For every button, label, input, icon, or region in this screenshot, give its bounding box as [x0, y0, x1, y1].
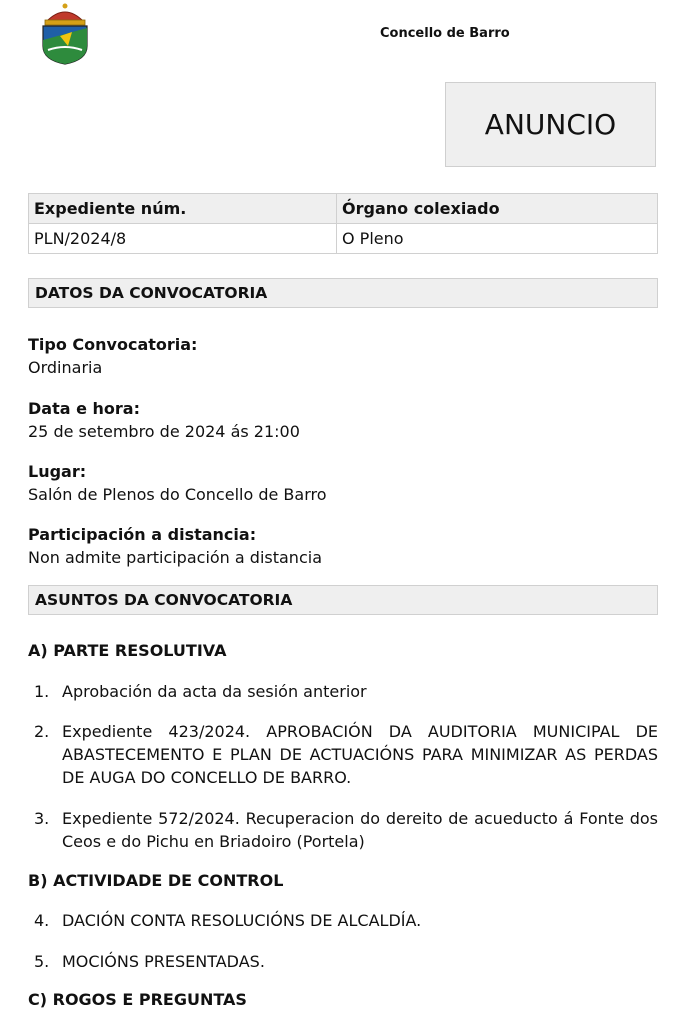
- section-datos-title: DATOS DA CONVOCATORIA: [35, 284, 268, 302]
- item-text: Aprobación da acta da sesión anterior: [62, 682, 367, 701]
- list-item: [28, 807, 658, 853]
- organo-value: O Pleno: [337, 224, 658, 254]
- item-number: 5.: [34, 952, 50, 971]
- council-name: Concello de Barro: [380, 26, 510, 41]
- expediente-table: [28, 193, 658, 254]
- field-value: Non admite participación a distancia: [28, 548, 322, 567]
- field-value: 25 de setembro de 2024 ás 21:00: [28, 422, 300, 441]
- field-value: Salón de Plenos do Concello de Barro: [28, 485, 327, 504]
- list-item: [28, 680, 658, 703]
- doc-type-title: ANUNCIO: [484, 108, 617, 141]
- field-label: Tipo Convocatoria:: [28, 335, 198, 354]
- coat-of-arms-icon: [38, 2, 92, 66]
- item-number: 4.: [34, 911, 50, 930]
- table-header-row: [29, 194, 658, 224]
- field-label: Lugar:: [28, 462, 87, 481]
- doc-type-box: [445, 82, 656, 167]
- item-number: 2.: [34, 722, 50, 741]
- field-tipo: [28, 333, 197, 379]
- list-item: [28, 720, 658, 789]
- section-asuntos-title: ASUNTOS DA CONVOCATORIA: [35, 591, 293, 609]
- field-participacion: [28, 523, 322, 569]
- part-a-heading: A) PARTE RESOLUTIVA: [28, 641, 227, 660]
- field-label: Data e hora:: [28, 399, 140, 418]
- item-text: Expediente 572/2024. Recuperacion do dereito de acueducto á Fonte dos Ceos e do Pichu en Briadoiro (Portela): [62, 809, 658, 851]
- header-organo: Órgano colexiado: [337, 194, 658, 224]
- part-c-heading: C) ROGOS E PREGUNTAS: [28, 990, 247, 1009]
- section-asuntos: [28, 585, 658, 615]
- part-b-heading: B) ACTIVIDADE DE CONTROL: [28, 871, 284, 890]
- item-number: 3.: [34, 809, 50, 828]
- header-expediente: Expediente núm.: [29, 194, 337, 224]
- item-text: MOCIÓNS PRESENTADAS.: [62, 952, 265, 971]
- list-item: [28, 909, 658, 932]
- list-item: [28, 950, 658, 973]
- field-lugar: [28, 460, 327, 506]
- section-datos: [28, 278, 658, 308]
- item-text: DACIÓN CONTA RESOLUCIÓNS DE ALCALDÍA.: [62, 911, 422, 930]
- field-data-hora: [28, 397, 300, 443]
- field-value: Ordinaria: [28, 358, 103, 377]
- field-label: Participación a distancia:: [28, 525, 257, 544]
- item-text: Expediente 423/2024. APROBACIÓN DA AUDITORIA MUNICIPAL DE ABASTECEMENTO E PLAN DE ACTUACIÓNS PARA MINIMIZAR AS PERDAS DE AUGA DO CONCELLO DE BARRO.: [62, 722, 658, 787]
- expediente-value: PLN/2024/8: [29, 224, 337, 254]
- item-number: 1.: [34, 682, 50, 701]
- table-row: [29, 224, 658, 254]
